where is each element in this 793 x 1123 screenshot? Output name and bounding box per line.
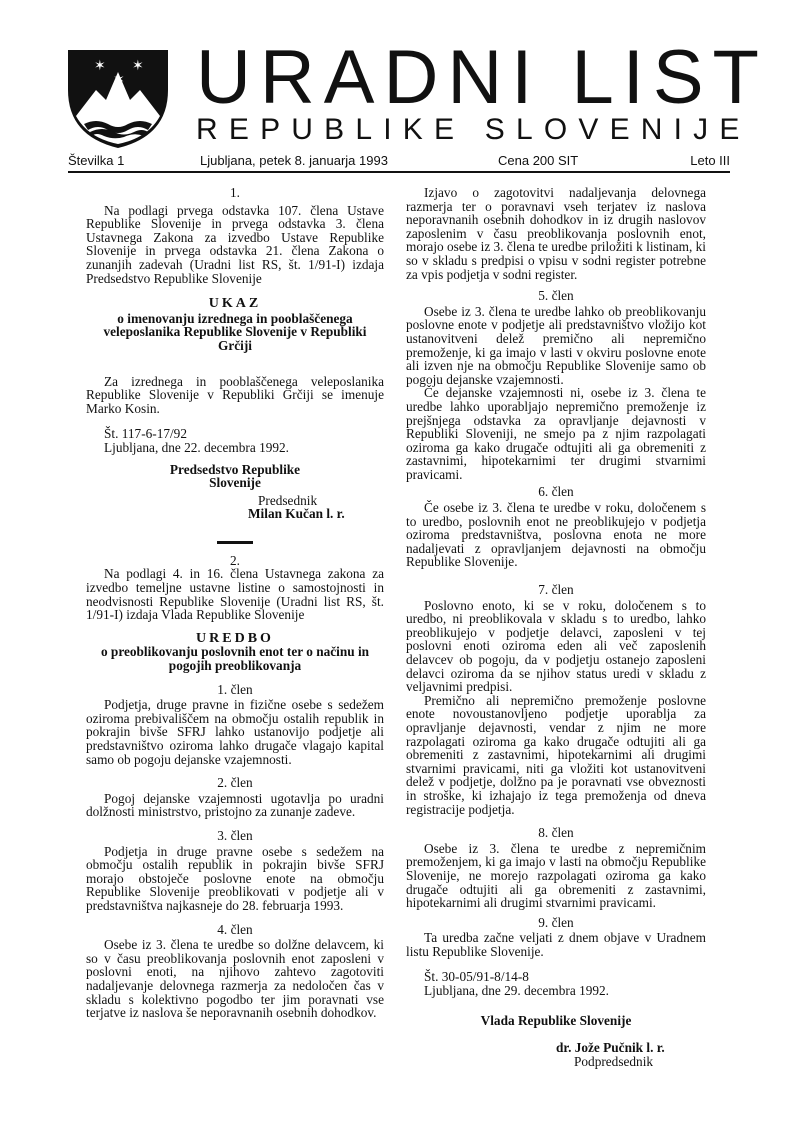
article-1-heading: 1. člen (217, 681, 253, 697)
issue-price: Cena 200 SIT (498, 153, 579, 168)
issue-info-bar (68, 150, 730, 172)
article-6-heading: 6. člen (538, 484, 574, 500)
document-number: Št. 30-05/91-8/14-8 (424, 969, 529, 985)
uredba-preamble: Na podlagi 4. in 16. člena Ustavnega zakona za izvedbo temeljne ustavne listine o samostojnosti in neodvisnosti Republike Slovenije (Uradni list RS, št. 1/91-I) izdaja Vlada Republike Slovenije (86, 566, 384, 623)
signer-name: dr. Jože Pučnik l. r. (556, 1040, 665, 1056)
issuing-body: Vlada Republike Slovenije (480, 1012, 632, 1028)
section-number-1: 1. (230, 185, 240, 200)
article-7-paragraph-1: Poslovno enoto, ki se v roku, določenem s to uredbo, ni preoblikovala v skladu s to uredbo, lahko preoblikujejo v podjetje delavci, zaposleni v tej poslovni enoti oziroma eden ali več zaposlenih delavcev ob pogoju, da v podjetju ostanejo zaposleni delavci oziroma da se njihov status uredi v skladu z veljavnimi predpisi. (406, 597, 706, 695)
article-4-continuation: Izjavo o zagotovitvi nadaljevanja delovnega razmerja ter o poravnavi vseh terjatev iz naslova neporavnanih osebnih dohodkov in iz drugih naslovov zaposlenim v času preoblikovanja poslovnih enot, morajo osebe iz 3. člena te uredbe priložiti k listinam, ki so v skladu s predpisi o vpisu v sodni register potrebne za vpis podjetja v sodni register. (406, 185, 706, 282)
svg-text:✶: ✶ (113, 72, 125, 88)
header-rule (68, 171, 730, 173)
article-9-heading: 9. člen (538, 914, 574, 930)
article-4-heading: 4. člen (217, 921, 253, 937)
ukaz-subtitle: o imenovanju izrednega in pooblaščenega veleposlanika Republike Slovenije v Republiki Grčiji (103, 310, 367, 353)
section-number-2: 2. (230, 552, 240, 568)
uredba-title: UREDBO (196, 630, 274, 646)
document-date: Ljubljana, dne 29. decembra 1992. (424, 983, 609, 999)
article-3-heading: 3. člen (217, 827, 253, 843)
uredba-subtitle: o preoblikovanju poslovnih enot ter o načinu in pogojih preoblikovanja (100, 644, 370, 674)
article-2-text: Pogoj dejanske vzajemnosti ugotavlja po uradni dolžnosti ministrstvo, pristojno za zunanje zadeve. (86, 790, 384, 820)
article-5-paragraph-1: Osebe iz 3. člena te uredbe lahko ob preoblikovanju poslovne enote v podjetje ali predstavništvo vložijo kot ustanovitveni delež premično ali nepremično premoženje, ki ga imajo v lasti v okviru poslovne enote ali izven nje na območju Republike Slovenije samo ob pogoju dejanske vzajemnosti. (406, 303, 706, 387)
ukaz-number: Št. 117-6-17/92 (104, 426, 187, 442)
article-9-text: Ta uredba začne veljati z dnem objave v Uradnem listu Republike Slovenije. (406, 930, 706, 959)
article-7-heading: 7. člen (538, 582, 574, 598)
ukaz-issuing-body: Predsedstvo Republike Slovenije (169, 461, 301, 491)
svg-text:✶: ✶ (132, 58, 144, 74)
article-5-heading: 5. člen (538, 288, 574, 304)
article-7-paragraph-2: Premično ali nepremično premoženje poslovne enote novoustanovljeno podjetje uporablja za opravljanje dejavnosti, vendar z njim ne more razpolagati oziroma ga kako drugače odtujiti ali ga obremeniti z zastavnimi, hipotekarnimi ali drugimi stvarnimi pravicami, niti ga vložiti kot ustanovitveni delež v podjetje, dolžno pa je poravnati vse obveznosti in stroške, ki izhajajo iz tega premoženja od dneva registracije podjetja. (406, 692, 706, 817)
ukaz-title: UKAZ (208, 296, 262, 312)
issue-year: Leto III (690, 153, 730, 168)
left-column (86, 186, 384, 1020)
article-5-paragraph-2: Če dejanske vzajemnosti ni, osebe iz 3. člena te uredbe lahko uporabljajo nepremično premoženje iz prejšnjega odstavka za opravljanje dejavnosti v Republiki Sloveniji, ne smejo pa z njim razpolagati oziroma ga kako drugače odtujiti ali ga obremeniti z zastavnimi, hipotekarnimi ter drugimi stvarnimi pravicami. (406, 385, 706, 482)
ukaz-signer: Milan Kučan l. r. (248, 506, 345, 522)
issue-place-date: Ljubljana, petek 8. januarja 1993 (200, 153, 388, 168)
svg-text:✶: ✶ (94, 58, 106, 74)
signer-role: Podpredsednik (574, 1053, 654, 1069)
article-8-text: Osebe iz 3. člena te uredbe z nepremičnim premoženjem, ki ga imajo v lasti na območju Republike Slovenije, ne morejo razpolagati oziroma ga kako drugače odtujiti ali ga obremeniti z zastavnimi, hipotekarnimi ali drugimi stvarnimi pravicami. (406, 840, 706, 911)
section-separator (217, 541, 253, 544)
masthead-subtitle: REPUBLIKE SLOVENIJE (196, 113, 751, 146)
article-8-heading: 8. člen (538, 825, 574, 841)
article-3-text: Podjetja in druge pravne osebe s sedežem na območju ostalih republik in pokrajin bivše SFRJ morajo obstoječe poslovne enote na območju Republike Slovenije preoblikovati v podjetje ali v predstavništva najkasneje do 28. februarja 1993. (86, 843, 384, 913)
coat-of-arms-icon (62, 44, 174, 152)
issue-number: Številka 1 (68, 153, 125, 168)
article-4-text: Osebe iz 3. člena te uredbe so dolžne delavcem, ki so v času preoblikovanja poslovnih enot zaposleni v poslovni enoti, na njihovo zahtevo zagotoviti nadaljevanje delovnega razmerja za nedoločen čas v skladu s kolektivno pogodbo ter jim poravnati vse terjatve iz naslova še neporavnanih osebnih dohodkov. (86, 937, 384, 1021)
ukaz-body: Za izrednega in pooblaščenega veleposlanika Republike Slovenije v Republiki Grčiji se imenuje Marko Kosin. (86, 373, 384, 416)
article-2-heading: 2. člen (217, 775, 253, 791)
article-6-text: Če osebe iz 3. člena te uredbe v roku, določenem s to uredbo, poslovnih enot ne preoblikujejo v podjetja oziroma predstavništva, poslovna enota ne more nadaljevati z opravljanjem dejavnosti na območju Republike Slovenije. (406, 500, 706, 570)
ukaz-date: Ljubljana, dne 22. decembra 1992. (104, 439, 289, 455)
article-1-text: Podjetja, druge pravne in fizične osebe s sedežem oziroma prebivališčem na območju ostalih republik in pokrajin bivše SFRJ lahko ustanovijo podjetje ali predstavništvo oziroma lahko drugače vlagajo kapital samo ob pogoju dejanske vzajemnosti. (86, 697, 384, 767)
masthead (62, 35, 768, 150)
masthead-title: URADNI LIST (196, 35, 768, 120)
ukaz-preamble: Na podlagi prvega odstavka 107. člena Ustave Republike Slovenije in prvega odstavka 3. člena Ustavnega Zakona za izvedbo Ustave Republike Slovenije in prvega odstavka 21. člena Zakona o zunanjih zadevah (Uradni list RS, št. 1/91-I) izdaja Predsedstvo Republike Slovenije (86, 202, 384, 286)
right-column (406, 186, 706, 1068)
ukaz-signer-role: Predsednik (258, 492, 318, 508)
